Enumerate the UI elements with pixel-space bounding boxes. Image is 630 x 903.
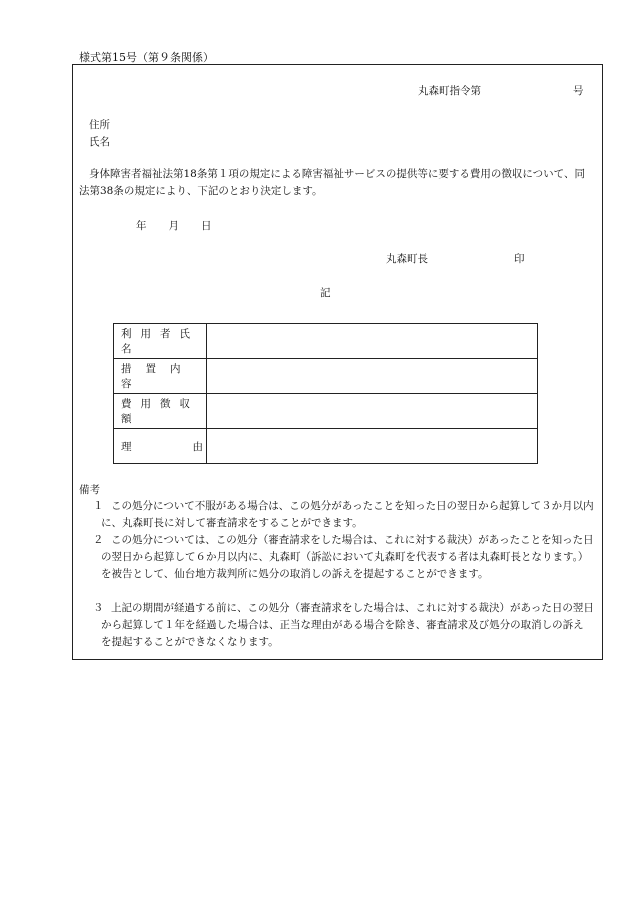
measure-content-value bbox=[207, 359, 538, 394]
address-label: 住所 bbox=[89, 119, 110, 131]
measure-content-label: 措置内容 bbox=[114, 359, 207, 394]
name-label: 氏名 bbox=[89, 136, 110, 148]
table-row bbox=[114, 394, 538, 429]
remark-text: 上記の期間が経過する前に、この処分（審査請求をした場合は、これに対する裁決）があった日の翌日から起算して１年を経過した場合は、正当な理由がある場合を除き、審査請求及び処分の取消しの訴えを提起することができなくなります。 bbox=[101, 602, 594, 648]
remark-text: この処分については、この処分（審査請求をした場合は、これに対する裁決）があったことを知った日の翌日から起算して６か月以内に、丸森町（訴訟において丸森町を代表する者は丸森町長となります。）を被告として、仙台地方裁判所に処分の取消しの訴えを提起することができます。 bbox=[101, 534, 594, 580]
date-month: 月 bbox=[168, 220, 179, 232]
user-name-label: 利用者氏名 bbox=[114, 324, 207, 359]
reason-label-last: 由 bbox=[192, 440, 203, 453]
reason-label-first: 理 bbox=[121, 440, 132, 453]
notice-number bbox=[418, 83, 584, 98]
ki-heading: 記 bbox=[320, 287, 331, 299]
table-row bbox=[114, 429, 538, 464]
remark-text: この処分について不服がある場合は、この処分があったことを知った日の翌日から起算して３か月以内に、丸森町長に対して審査請求をすることができます。 bbox=[101, 500, 594, 529]
date-day: 日 bbox=[201, 220, 212, 232]
date-year: 年 bbox=[136, 220, 147, 232]
table-row bbox=[114, 324, 538, 359]
fee-amount-label: 費用徴収額 bbox=[114, 394, 207, 429]
reason-label bbox=[114, 429, 207, 464]
notice-number-prefix: 丸森町指令第 bbox=[418, 85, 481, 97]
remark-number: ３ bbox=[93, 602, 104, 614]
issuer-title: 丸森町長 bbox=[386, 253, 428, 265]
details-table bbox=[113, 323, 538, 464]
remark-item bbox=[79, 600, 594, 651]
remark-number: １ bbox=[93, 500, 104, 512]
date-line bbox=[136, 218, 212, 233]
remark-number: ２ bbox=[93, 534, 104, 546]
issuer-line bbox=[386, 251, 525, 266]
reason-value bbox=[207, 429, 538, 464]
notice-number-suffix: 号 bbox=[573, 85, 584, 97]
form-number: 様式第15号（第９条関係） bbox=[79, 51, 214, 64]
user-name-value bbox=[207, 324, 538, 359]
table-row bbox=[114, 359, 538, 394]
seal-mark: 印 bbox=[514, 253, 525, 265]
body-text: 身体障害者福祉法第18条第１項の規定による障害福祉サービスの提供等に要する費用の徴収について、同法第38条の規定により、下記のとおり決定します。 bbox=[79, 168, 585, 197]
remarks-title: 備考 bbox=[79, 484, 100, 496]
remark-item bbox=[79, 532, 594, 583]
remark-item bbox=[79, 498, 594, 532]
fee-amount-value bbox=[207, 394, 538, 429]
